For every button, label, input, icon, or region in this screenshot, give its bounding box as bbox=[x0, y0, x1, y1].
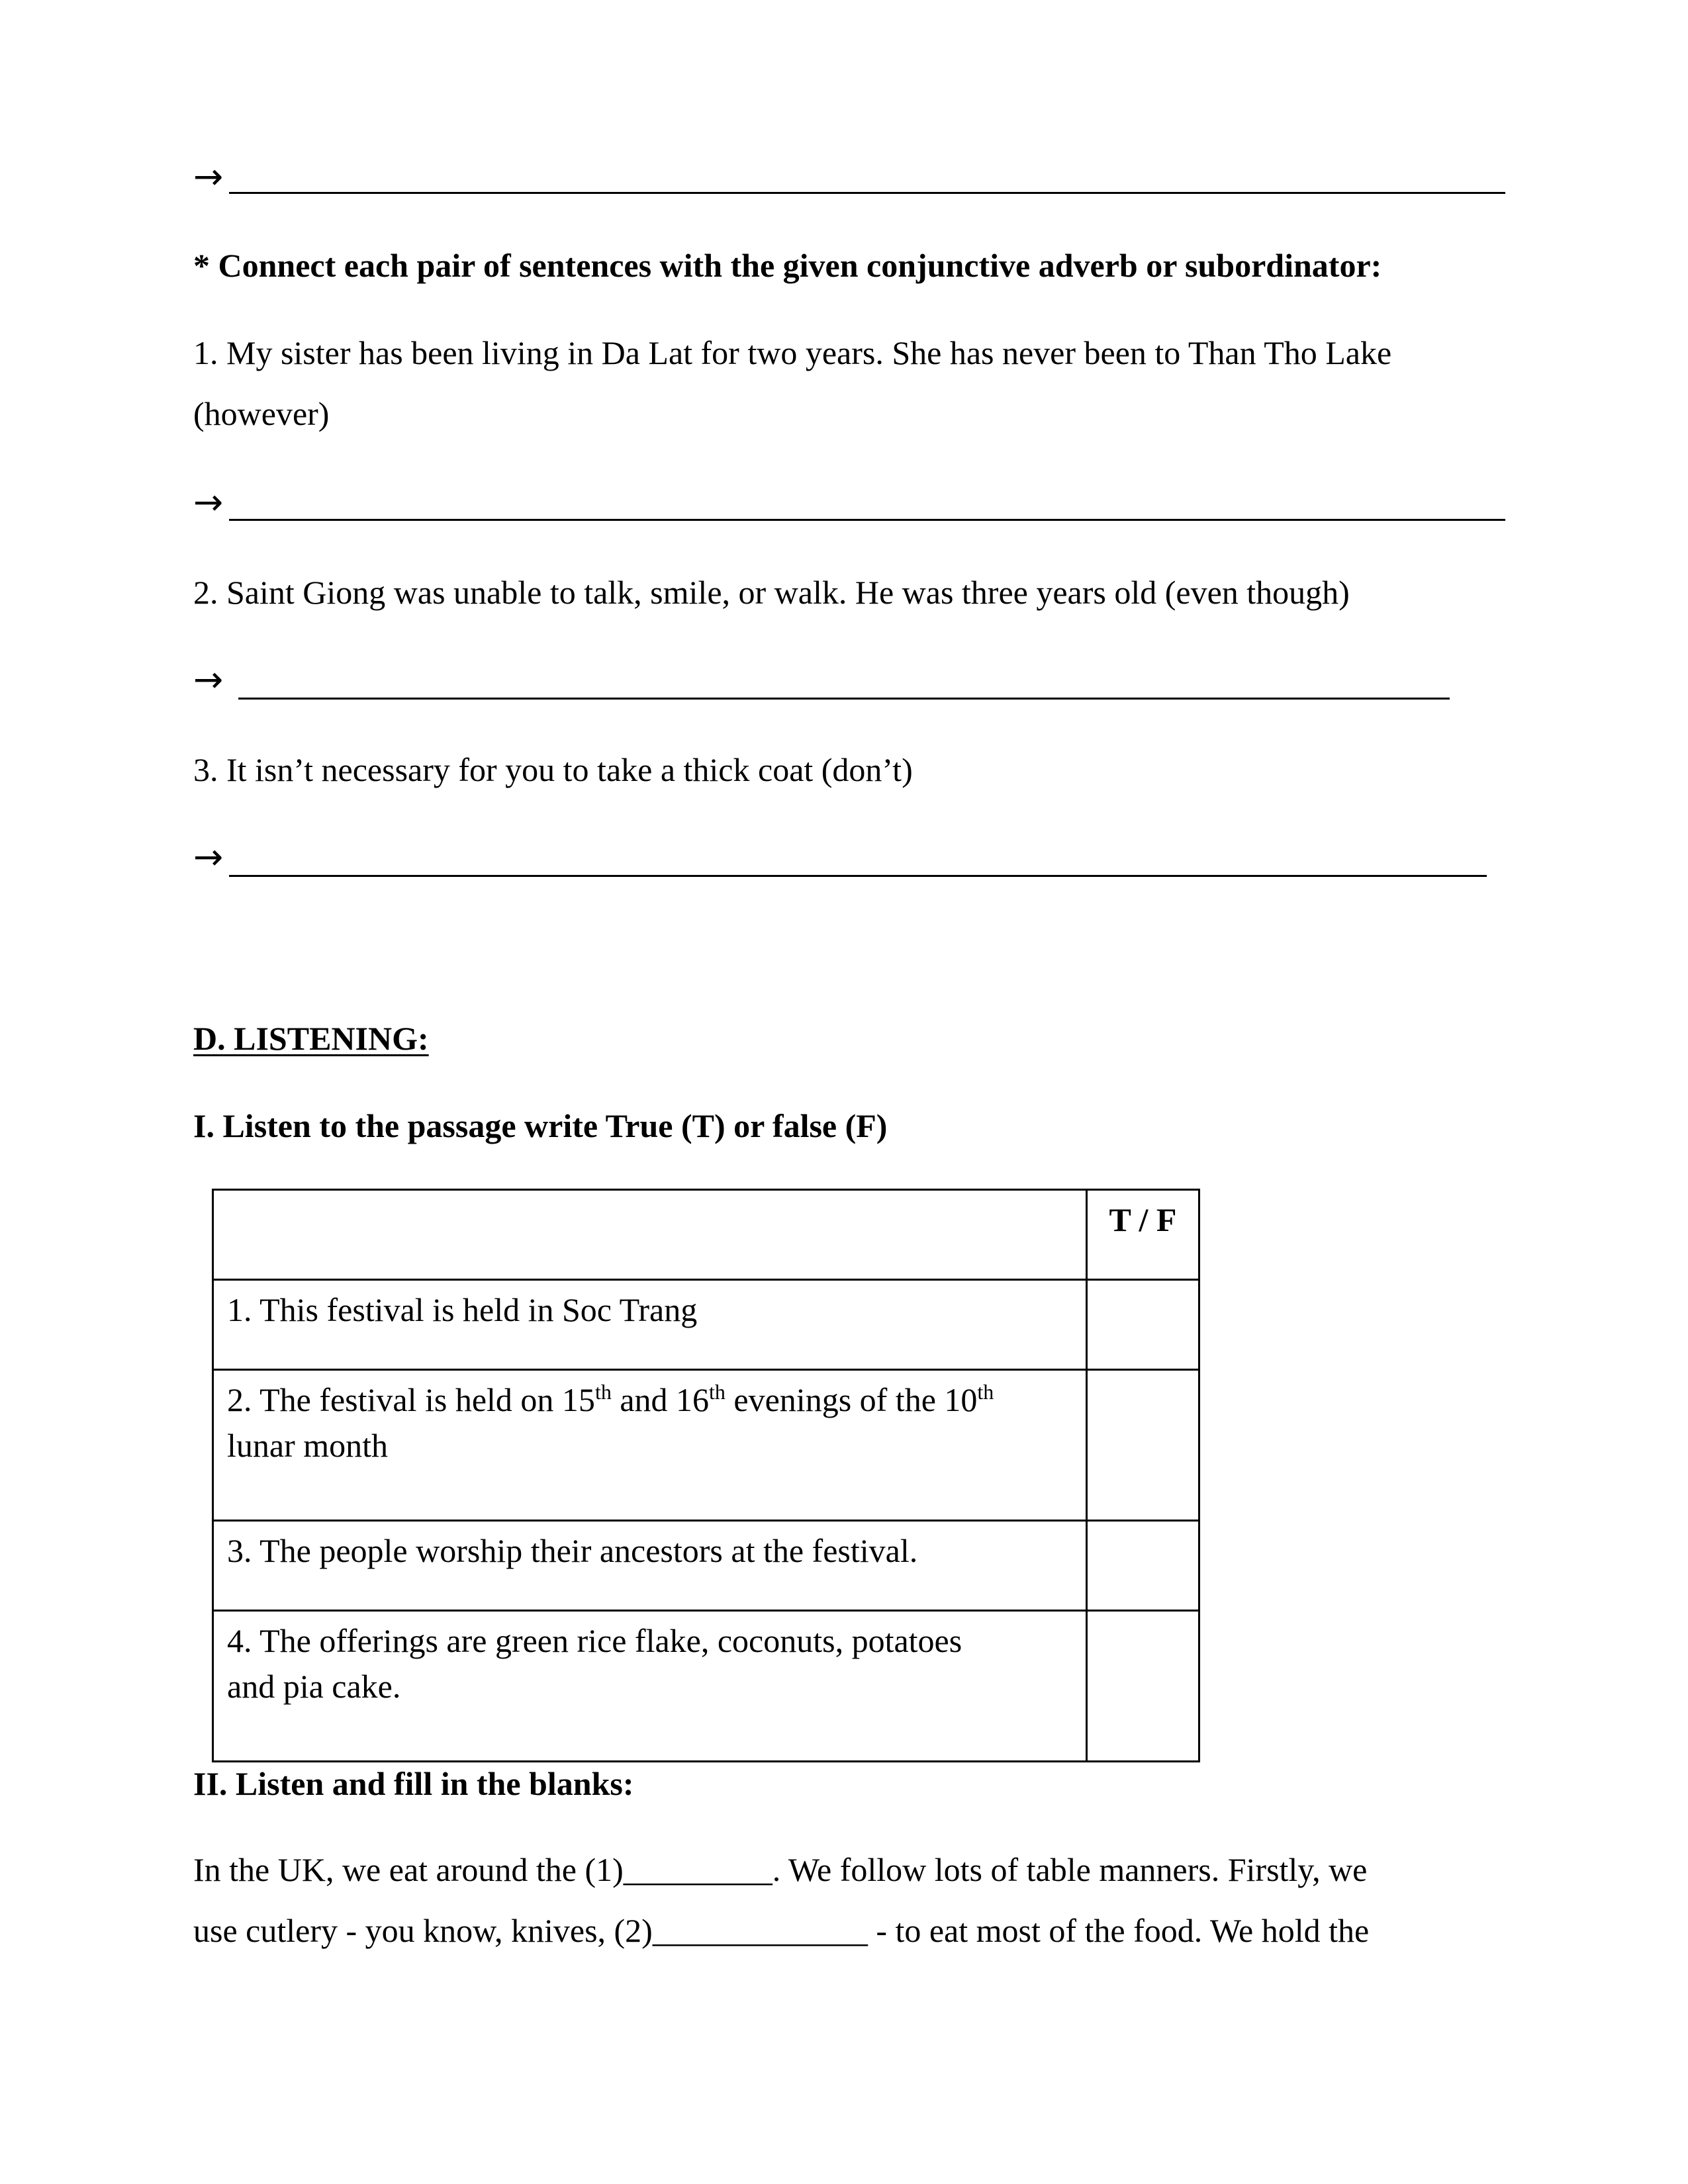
arrow-icon: → bbox=[193, 481, 224, 523]
listening-section-title: D. LISTENING: bbox=[193, 1020, 429, 1057]
connect-instruction-heading: * Connect each pair of sentences with the given conjunctive adverb or subordinator: bbox=[193, 247, 1382, 284]
connect-item-1-line1: 1. My sister has been living in Da Lat for two years. She has never been to Than Tho Lake bbox=[193, 334, 1392, 371]
statement-2-line2: lunar month bbox=[227, 1427, 389, 1464]
statement-2-part-a: 2. The festival is held on 15 bbox=[227, 1381, 595, 1418]
arrow-icon: → bbox=[193, 836, 224, 878]
fill-blanks-heading: II. Listen and fill in the blanks: bbox=[193, 1765, 634, 1802]
answer-cell-1[interactable] bbox=[1087, 1280, 1199, 1370]
ordinal-suffix: th bbox=[709, 1380, 726, 1404]
true-false-heading: I. Listen to the passage write True (T) or false (F) bbox=[193, 1107, 888, 1144]
answer-line-top[interactable] bbox=[229, 192, 1505, 194]
connect-item-1-line2: (however) bbox=[193, 395, 330, 432]
table-header-row bbox=[213, 1190, 1199, 1280]
answer-cell-3[interactable] bbox=[1087, 1521, 1199, 1611]
statement-4-line1: 4. The offerings are green rice flake, coconuts, potatoes bbox=[227, 1622, 962, 1659]
statement-1 bbox=[213, 1280, 1087, 1370]
statement-2-line1 bbox=[227, 1377, 1072, 1423]
statement-4 bbox=[213, 1611, 1087, 1762]
answer-line-2[interactable] bbox=[238, 698, 1450, 700]
connect-item-2: 2. Saint Giong was unable to talk, smile, or walk. He was three years old (even though) bbox=[193, 574, 1350, 611]
statement-2 bbox=[213, 1370, 1087, 1521]
table-row bbox=[213, 1280, 1199, 1370]
table-row bbox=[213, 1370, 1199, 1521]
answer-cell-4[interactable] bbox=[1087, 1611, 1199, 1762]
statement-3-text: 3. The people worship their ancestors at the festival. bbox=[227, 1532, 918, 1569]
connect-item-3: 3. It isn’t necessary for you to take a thick coat (don’t) bbox=[193, 751, 913, 788]
arrow-icon: → bbox=[193, 156, 224, 197]
statement-1-text: 1. This festival is held in Soc Trang bbox=[227, 1291, 698, 1328]
answer-cell-2[interactable] bbox=[1087, 1370, 1199, 1521]
true-false-table bbox=[212, 1189, 1200, 1762]
table-row bbox=[213, 1611, 1199, 1762]
answer-line-3[interactable] bbox=[229, 875, 1487, 877]
tf-column-header: T / F bbox=[1087, 1190, 1199, 1280]
passage-line-1: In the UK, we eat around the (1)_________. We follow lots of table manners. Firstly, we bbox=[193, 1851, 1368, 1888]
statement-3 bbox=[213, 1521, 1087, 1611]
ordinal-suffix: th bbox=[594, 1380, 612, 1404]
table-row bbox=[213, 1521, 1199, 1611]
header-statement-cell bbox=[213, 1190, 1087, 1280]
statement-4-line2: and pia cake. bbox=[227, 1668, 401, 1705]
statement-2-part-b: and 16 bbox=[611, 1381, 710, 1418]
arrow-icon: → bbox=[193, 659, 224, 700]
answer-line-1[interactable] bbox=[229, 519, 1505, 521]
passage-line-2: use cutlery - you know, knives, (2)_____________ - to eat most of the food. We hold the bbox=[193, 1912, 1370, 1949]
ordinal-suffix: th bbox=[977, 1380, 994, 1404]
statement-2-part-c: evenings of the 10 bbox=[725, 1381, 978, 1418]
